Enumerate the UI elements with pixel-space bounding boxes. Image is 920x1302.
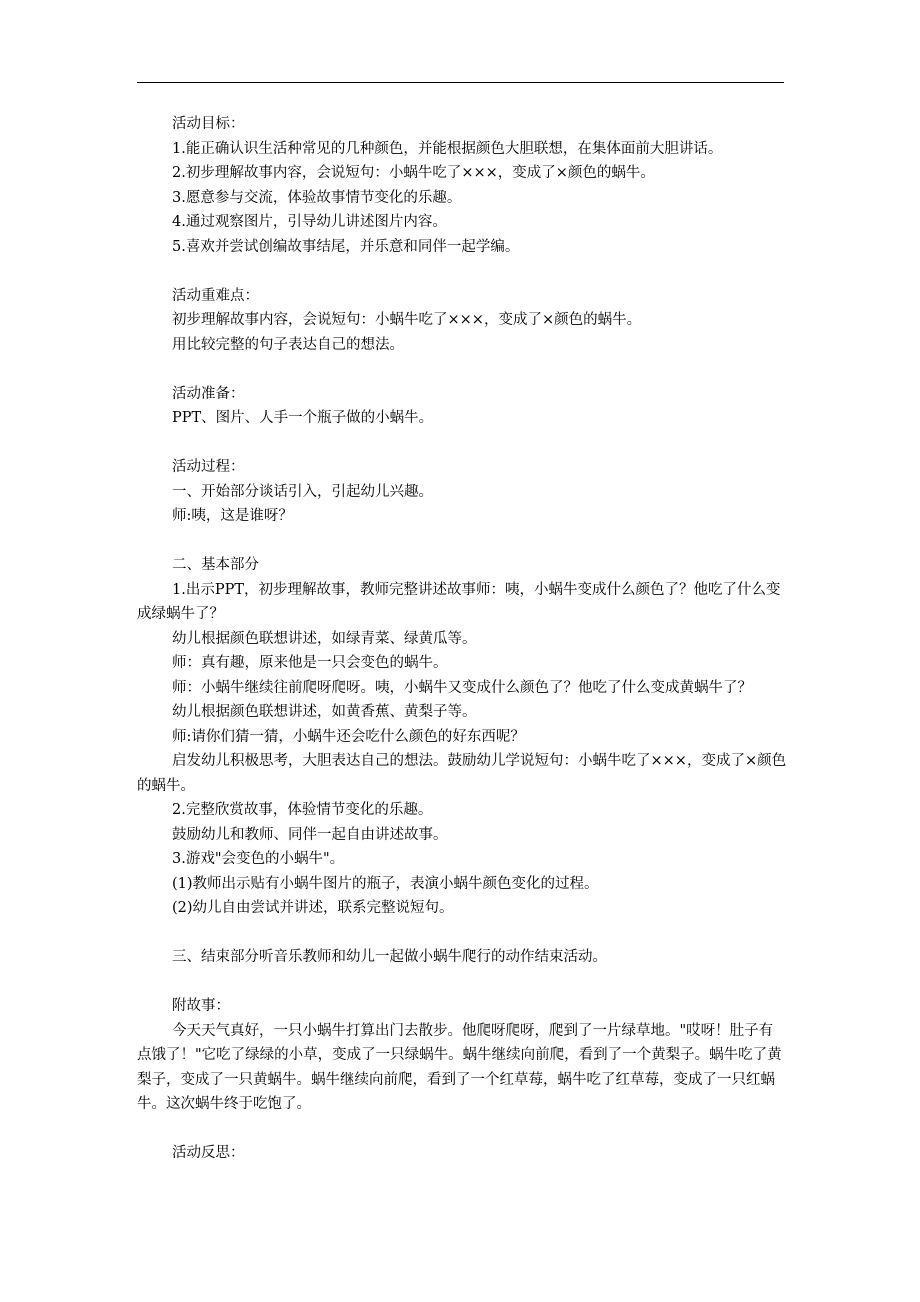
basic-part-line: 3.游戏"会变色的小蜗牛"。 [172,851,345,867]
basic-part-line: 2.完整欣赏故事，体验情节变化的乐趣。 [172,802,433,818]
section-heading-key-points: 活动重难点： [172,287,259,304]
basic-part-line: 启发幼儿积极思考，大胆表达自己的想法。鼓励幼儿学说短句：小蜗牛吃了×××，变成了×颜色的蜗牛。 [137,753,787,794]
goal-item: 4.通过观察图片，引导幼儿讲述图片内容。 [172,214,447,230]
section-heading-goals: 活动目标： [172,116,245,132]
goal-item: 2.初步理解故事内容，会说短句：小蜗牛吃了×××，变成了×颜色的蜗牛。 [172,165,655,181]
preparation-line: PPT、图片、人手一个瓶子做的小蜗牛。 [172,410,434,426]
section-heading-reflection: 活动反思： [172,1145,245,1161]
section-heading-basic-part: 二、基本部分 [172,557,259,573]
section-heading-process: 活动过程： [172,459,245,475]
basic-part-line: 师：小蜗牛继续往前爬呀爬呀。咦，小蜗牛又变成什么颜色了？他吃了什么变成黄蜗牛了？ [172,679,752,696]
goal-item: 5.喜欢并尝试创编故事结尾，并乐意和同伴一起学编。 [172,238,520,255]
key-point-line: 初步理解故事内容，会说短句：小蜗牛吃了×××，变成了×颜色的蜗牛。 [172,312,642,328]
basic-part-line: (1)教师出示贴有小蜗牛图片的瓶子，表演小蜗牛颜色变化的过程。 [172,875,599,892]
basic-part-line: 幼儿根据颜色联想讲述，如黄香蕉、黄梨子等。 [172,704,477,720]
section-heading-preparation: 活动准备： [172,385,245,402]
basic-part-line: 师：真有趣，原来他是一只会变色的蜗牛。 [172,655,448,671]
process-line: 师:咦，这是谁呀？ [172,508,293,524]
basic-part-line: 1.出示PPT，初步理解故事，教师完整讲述故事师：咦，小蜗牛变成什么颜色了？他吃了什么变成绿蜗牛了？ [137,581,781,622]
section-heading-ending: 三、结束部分听音乐教师和幼儿一起做小蜗牛爬行的动作结束活动。 [172,949,607,965]
basic-part-line: 鼓励幼儿和教师、同伴一起自由讲述故事。 [172,826,448,843]
process-line: 一、开始部分谈话引入，引起幼儿兴趣。 [172,483,433,500]
basic-part-line: 师:请你们猜一猜，小蜗牛还会吃什么颜色的好东西呢？ [172,728,525,745]
basic-part-line: 幼儿根据颜色联想讲述，如绿青菜、绿黄瓜等。 [172,630,477,647]
document-body [137,112,787,1166]
header-rule [137,82,784,83]
story-paragraph: 今天天气真好，一只小蜗牛打算出门去散步。他爬呀爬呀，爬到了一片绿草地。"哎呀！肚子有点饿了！"它吃了绿绿的小草，变成了一只绿蜗牛。蜗牛继续向前爬，看到了一个黄梨子。蜗牛吃了黄梨子，变成了一只黄蜗牛。蜗牛继续向前爬，看到了一个红草莓，蜗牛吃了红草莓，变成了一只红蜗牛。这次蜗牛终于吃饱了。 [137,1022,782,1112]
goal-item: 3.愿意参与交流，体验故事情节变化的乐趣。 [172,189,462,206]
section-heading-story: 附故事： [172,998,230,1014]
goal-item: 1.能正确认识生活种常见的几种颜色，并能根据颜色大胆联想，在集体面前大胆讲话。 [172,140,723,157]
basic-part-line: (2)幼儿自由尝试并讲述，联系完整说短句。 [172,900,454,916]
key-point-line: 用比较完整的句子表达自己的想法。 [172,336,404,353]
